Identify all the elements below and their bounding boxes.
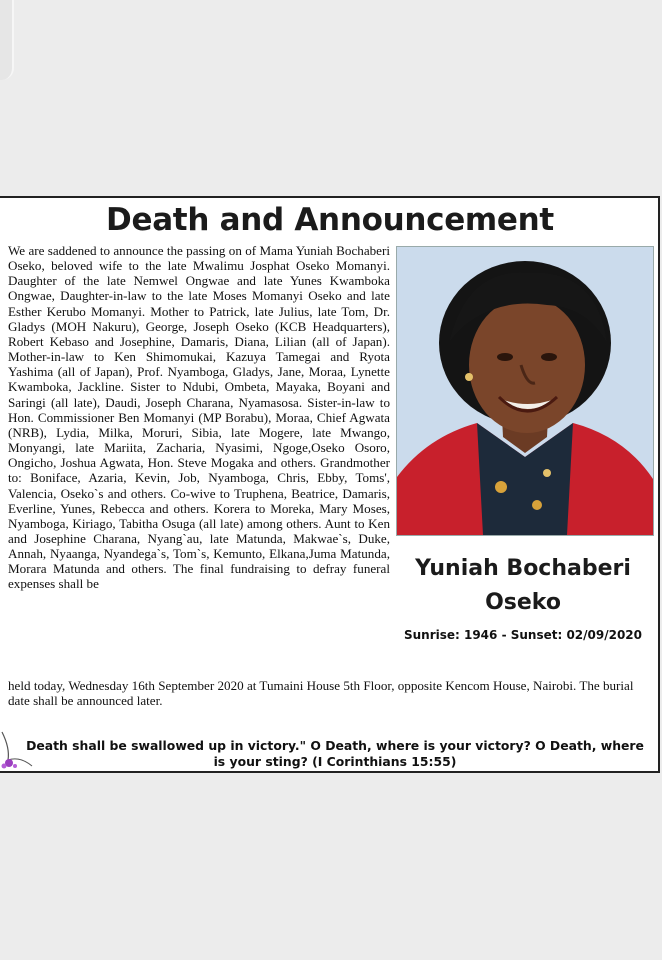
obituary-notice [0,196,660,773]
deceased-name [392,552,654,620]
portrait-photo [396,246,654,536]
screen-corner [0,0,14,80]
notice-body: We are saddened to announce the passing on of Mama Yuniah Bochaberi Oseko, beloved wife to the late Mwalimu Josphat Oseko Momanyi. Daughter of the late Nemwel Ongwae and late Yunes Kwamboka Ongwae, Daughter-in-law to the late Moses Momanyi Oseko and late Esther Kerubo Momanyi. Mother to Patrick, late Julius, late Tom, Dr. Gladys (MOH Nakuru), George, Joseph Oseko (KCB Headquarters), Robert Kebaso and Josephine, Damaris, Diana, Lilian (all of Japan). Mother-in-law to Ken Shimomukai, Kazuya Tamegai and Ryota Yashima (all of Japan), Prof. Nyamboga, Gladys, Jane, Moraa, Lynette Kwamboka, Jackline. Sister to Ndubi, Ombeta, Mayaka, Boyani and Saringi (all late), Daudi, Joseph Charana, Nyamasosa. Sister-in-law to Hon. Commissioner Ben Momanyi (MP Borabu), Moraa, Chief Agwata (NRB), Lydia, Milka, Moruri, Sibia, late Mogere, late Mwango, Monyangi, late Mariita, Zacharia, Nyasimi, Ngoge,Oseko Osoro, Ongicho, Joshua Agwata, Hon. Steve Mogaka and others. Grandmother to: Boniface, Azaria, Kevin, Job, Nyamboga, Chris, Ebby, Toms', Valencia, Oseko`s and others. Co-wive to Truphena, Beatrice, Damaris, Everline, Yunes, Rebecca and others. Korera to Moreka, Mary Moses, Nyamboga, Kiriago, Tabitha Osuga (all late) among others. Aunt to Ken and Josephine Charana, Nyang`au, late Matunda, Makwae`s, Duke, Annah, Nyaanga, Nyandega`s, Tom`s, Kemunto, Elkana,Juma Matunda, Morara Matunda and others. The final fundraising to defray funeral expenses shall be [8,243,390,592]
bible-verse: Death shall be swallowed up in victory." O Death, where is your victory? O Death, where is your sting? (I Corinthians 15:55) [26,738,644,769]
notice-body-continued: held today, Wednesday 16th September 2020 at Tumaini House 5th Floor, opposite Kencom House, Nairobi. The burial date shall be announced later. [8,678,634,709]
notice-title: Death and Announcement [106,202,554,238]
portrait-image [397,247,653,535]
life-dates: Sunrise: 1946 - Sunset: 02/09/2020 [403,628,643,642]
name-line-2: Oseko [485,590,561,615]
name-line-1: Yuniah Bochaberi [415,556,631,581]
